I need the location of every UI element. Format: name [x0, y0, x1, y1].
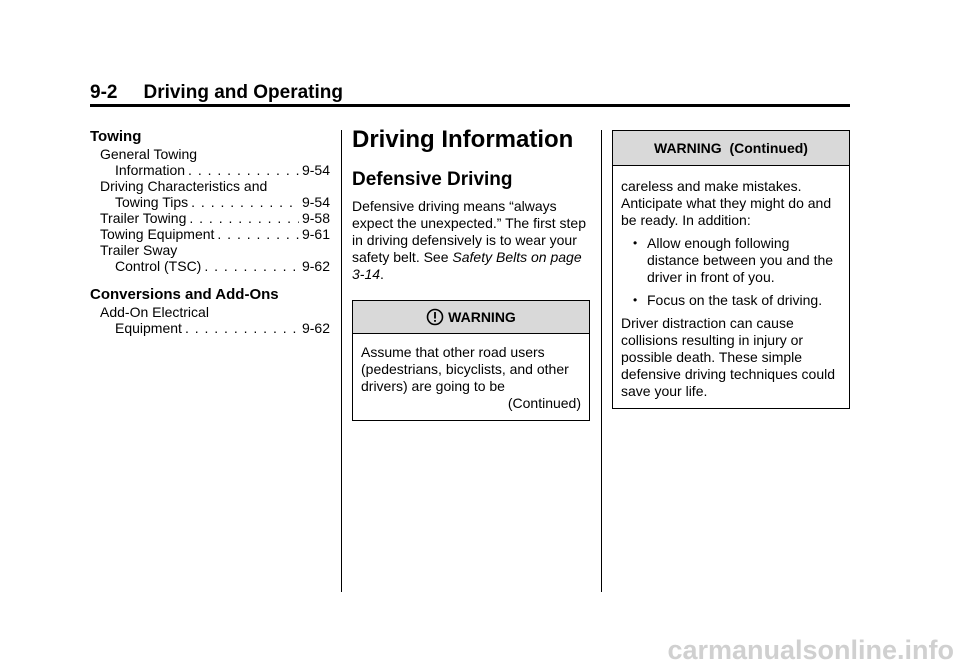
toc-page-ref: 9-62 [301, 320, 330, 336]
toc-entry[interactable] [90, 226, 330, 242]
toc-entry-text: Driving Characteristics and [100, 178, 268, 194]
toc-entry-text: Information [115, 162, 186, 178]
warning-label: WARNING [448, 309, 516, 325]
toc-section-title[interactable]: Conversions and Add-Ons [90, 286, 279, 303]
page-header [90, 81, 850, 105]
table-of-contents [90, 128, 330, 336]
warning-body [353, 334, 589, 420]
header-rule [90, 104, 850, 107]
toc-entry-text: Add-On Electrical [100, 304, 209, 320]
subsection-heading: Defensive Driving [352, 169, 513, 190]
toc-entry[interactable] [90, 304, 330, 336]
warning-header [353, 301, 589, 334]
toc-entry-text: Control (TSC) [115, 258, 202, 274]
toc-leader [204, 258, 299, 274]
warning-continued-header [613, 131, 849, 166]
toc-entry[interactable] [90, 178, 330, 210]
right-column [612, 130, 850, 409]
list-item: • Focus on the task of driving. [621, 292, 841, 309]
warning-continued-body [613, 166, 849, 408]
toc-entry-text: Trailer Sway [100, 242, 178, 258]
intro-paragraph [352, 198, 590, 283]
toc-leader [189, 210, 299, 226]
continued-label: (Continued) [507, 395, 581, 411]
chapter-title: Driving and Operating [143, 82, 343, 103]
warning-icon [426, 308, 444, 326]
toc-entry-text: Equipment [115, 320, 182, 336]
page-number: 9-2 [90, 82, 118, 103]
toc-entry-text: Trailer Towing [100, 210, 187, 226]
warning-continued-title: WARNING (Continued) [654, 140, 808, 156]
warning-closing-text: Driver distraction can cause collisions resulting in injury or possible death. These simple defensive driving techniques could save your life. [621, 315, 836, 399]
warning-box [352, 300, 590, 421]
watermark: carmanualsonline.info [667, 635, 954, 665]
toc-entry[interactable] [90, 242, 330, 274]
toc-page-ref: 9-54 [301, 162, 330, 178]
intro-text: Defensive driving means “always expect the unexpected.” The first step in driving defensively is to wear your safety belt. See [352, 198, 586, 265]
toc-entry-text: Towing Equipment [100, 226, 215, 242]
cross-reference-link[interactable]: Safety Belts on page 3-14 [352, 249, 582, 282]
toc-entry-text: General Towing [100, 146, 198, 162]
toc-page-ref: 9-58 [301, 210, 330, 226]
toc-leader [191, 194, 299, 210]
main-column [352, 124, 590, 421]
toc-leader [185, 320, 299, 336]
toc-entry-text: Towing Tips [115, 194, 189, 210]
column-divider-left [341, 130, 342, 592]
warning-text: Assume that other road users (pedestrians, bicyclists, and other drivers) are going to be [361, 344, 569, 394]
toc-entry[interactable] [90, 146, 330, 178]
toc-page-ref: 9-62 [301, 258, 330, 274]
toc-leader [188, 162, 299, 178]
toc-entry[interactable] [90, 210, 330, 226]
section-heading: Driving Information [352, 126, 574, 153]
warning-continued-text: careless and make mistakes. Anticipate what they might do and be ready. In addition: [621, 178, 832, 228]
toc-leader [217, 226, 299, 242]
column-divider-right [601, 130, 602, 592]
toc-page-ref: 9-61 [301, 226, 330, 242]
toc-page-ref: 9-54 [301, 194, 330, 210]
intro-end: . [380, 266, 384, 282]
warning-continued-box [612, 130, 850, 409]
list-item: • Allow enough following distance between you and the driver in front of you. [621, 235, 841, 286]
toc-section-title[interactable]: Towing [90, 128, 142, 145]
bullet-list [621, 235, 841, 309]
